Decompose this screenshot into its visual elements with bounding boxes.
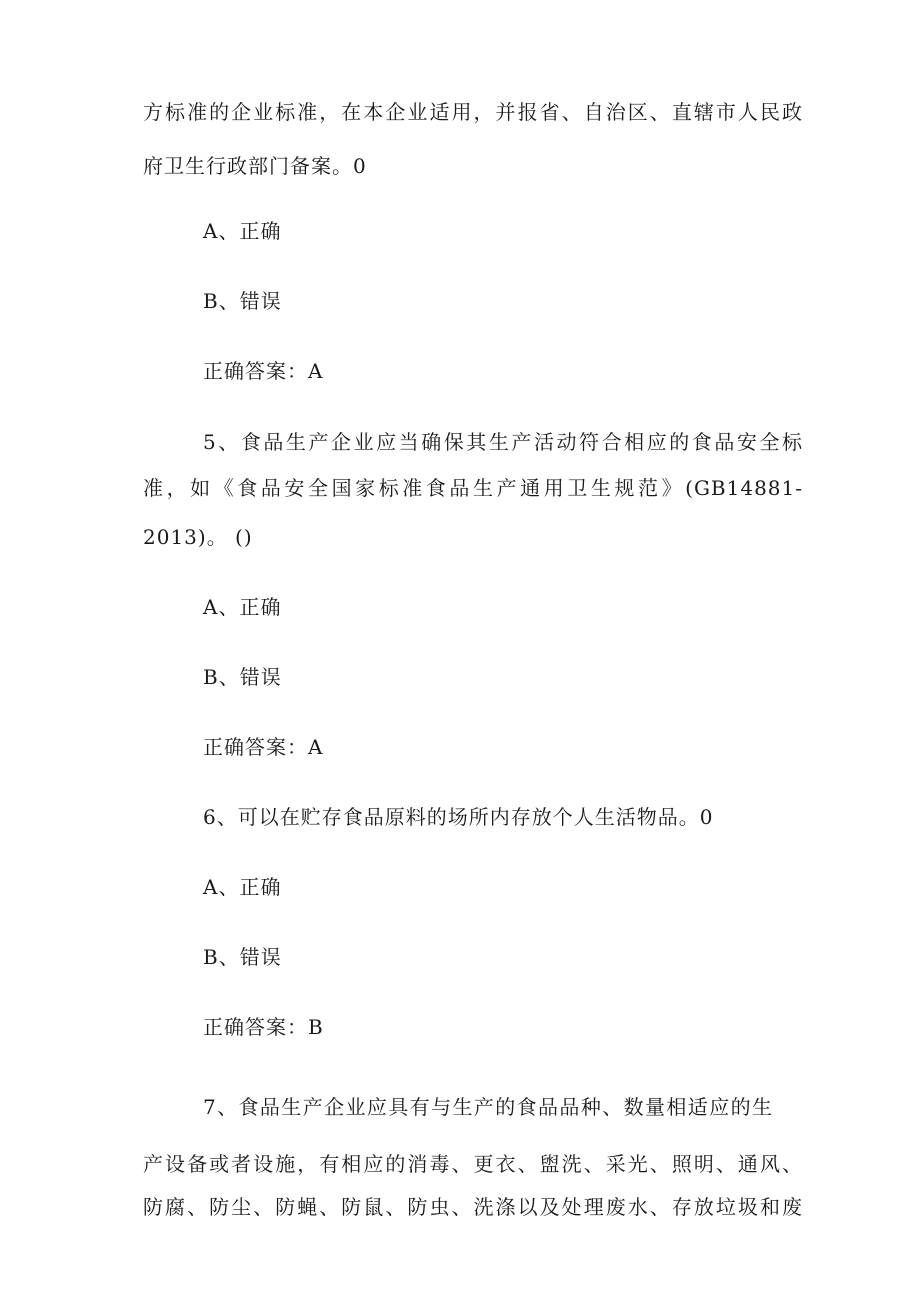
q5-text-line-1: 5、食品生产企业应当确保其生产活动符合相应的食品安全标 (203, 430, 803, 454)
q5-text-line-2: 准，如《食品安全国家标准食品生产通用卫生规范》(GB14881- (143, 476, 803, 500)
q4-option-b: B、错误 (203, 289, 282, 313)
q4-text-line-2: 府卫生行政部门备案。0 (143, 154, 367, 178)
q7-text-line-2: 产设备或者设施，有相应的消毒、更衣、盥洗、采光、照明、通风、 (143, 1152, 803, 1176)
q5-option-a: A、正确 (203, 595, 282, 619)
q7-text-line-3: 防腐、防尘、防蝇、防鼠、防虫、洗涤以及处理废水、存放垃圾和废 (143, 1195, 803, 1219)
q4-text-line-1: 方标准的企业标准，在本企业适用，并报省、自治区、直辖市人民政 (143, 100, 803, 124)
q6-option-b: B、错误 (203, 945, 282, 969)
q5-answer: 正确答案：A (203, 735, 324, 759)
q6-text-line-1: 6、可以在贮存食品原料的场所内存放个人生活物品。0 (203, 805, 714, 829)
q7-text-line-1: 7、食品生产企业应具有与生产的食品品种、数量相适应的生 (203, 1095, 773, 1119)
q5-option-b: B、错误 (203, 665, 282, 689)
q5-text-line-3: 2013)。 () (143, 525, 253, 549)
q6-option-a: A、正确 (203, 875, 282, 899)
q6-answer: 正确答案：B (203, 1015, 324, 1039)
q4-option-a: A、正确 (203, 219, 282, 243)
q4-answer: 正确答案：A (203, 359, 324, 383)
